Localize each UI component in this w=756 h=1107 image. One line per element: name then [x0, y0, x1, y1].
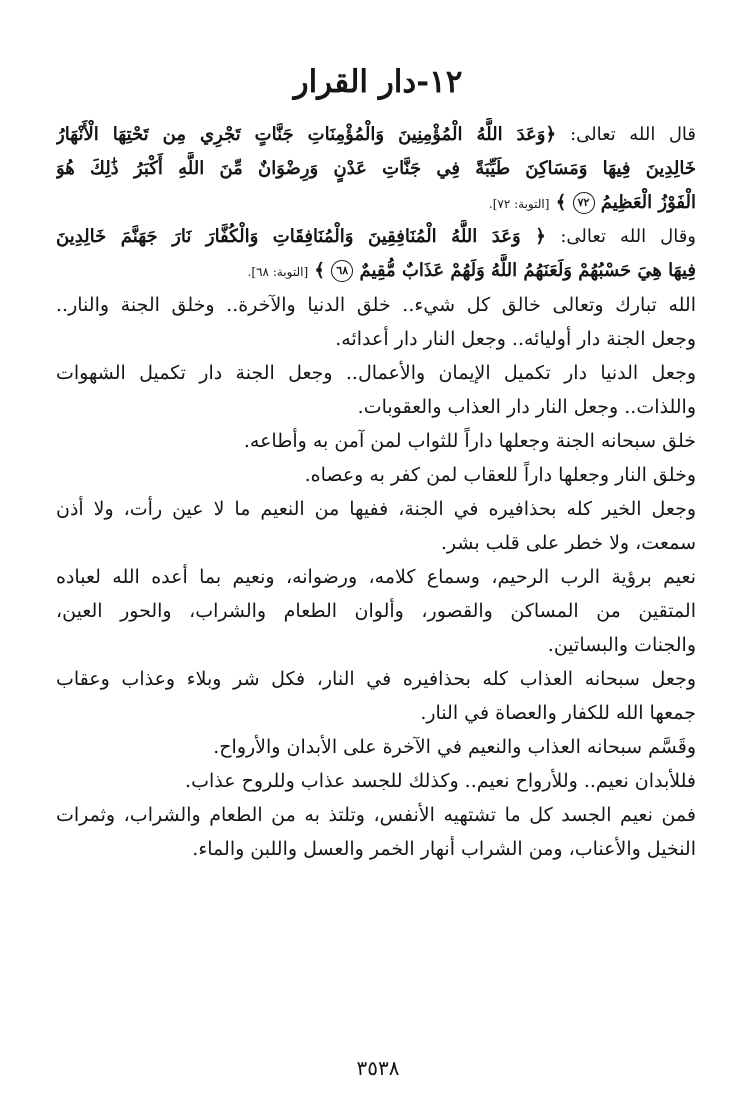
- paragraph-line: وجعل سبحانه العذاب كله بحذافيره في النار، فكل شر وبلاء وعذاب وعقاب: [56, 668, 696, 690]
- verse-2-line-2: [56, 254, 696, 288]
- paragraph-line: وقَسَّم سبحانه العذاب والنعيم في الآخرة على الأبدان والأرواح.: [213, 736, 696, 758]
- verse-1-line-2: [56, 152, 696, 186]
- paragraph-line: واللذات.. وجعل النار دار العذاب والعقوبات.: [357, 396, 696, 418]
- verse-1-intro: قال الله تعالى:: [570, 124, 696, 145]
- paragraph-line: جمعها الله للكفار والعصاة في النار.: [420, 702, 696, 724]
- paragraph-line: فمن نعيم الجسد كل ما تشتهيه الأنفس، وتلتذ به من الطعام والشراب، وثمرات: [56, 804, 696, 826]
- verse-2-text-1: وَعَدَ اللَّهُ الْمُنَافِقِينَ وَالْمُنَافِقَاتِ وَالْكُفَّارَ نَارَ جَهَنَّمَ خَالِدِينَ: [56, 226, 521, 247]
- paragraph-line: وخلق النار وجعلها داراً للعقاب لمن كفر به وعصاه.: [304, 464, 696, 486]
- paragraph-line: الله تبارك وتعالى خالق كل شيء.. خلق الدنيا والآخرة.. وخلق الجنة والنار..: [56, 294, 696, 316]
- page-number: ٣٥٣٨: [356, 1056, 400, 1080]
- paragraph-line: وجعل الدنيا دار تكميل الإيمان والأعمال.. وجعل الجنة دار تكميل الشهوات: [56, 362, 696, 384]
- paragraph-line: المتقين من المساكن والقصور، وألوان الطعام والشراب، والحور العين،: [56, 600, 696, 622]
- paragraph-line: والجنات والبساتين.: [547, 634, 696, 656]
- chapter-title: ١٢-دار القرار: [293, 64, 463, 100]
- ayah-number-marker: ٦٨: [331, 260, 353, 282]
- paragraph-line: خلق سبحانه الجنة وجعلها داراً للثواب لمن آمن به وأطاعه.: [243, 430, 696, 452]
- verse-2-line-1: [56, 220, 696, 254]
- verse-close-bracket: ﴾: [555, 192, 567, 213]
- verse-1-text-3: الْفَوْزُ الْعَظِيمُ: [600, 192, 696, 213]
- verse-open-bracket: ﴿: [535, 226, 546, 247]
- verse-2-intro: وقال الله تعالى:: [560, 226, 696, 247]
- verse-1-reference: [التوبة: ٧٢].: [488, 197, 550, 211]
- ayah-number-marker: ٧٢: [573, 192, 595, 214]
- page-body: [56, 118, 696, 866]
- paragraph-line: فللأبدان نعيم.. وللأرواح نعيم.. وكذلك للجسد عذاب وللروح عذاب.: [185, 770, 696, 792]
- paragraph-line: النخيل والأعناب، ومن الشراب أنهار الخمر والعسل واللبن والماء.: [192, 838, 696, 860]
- paragraph-line: وجعل الجنة دار أوليائه.. وجعل النار دار أعدائه.: [335, 328, 696, 350]
- verse-close-bracket: ﴾: [314, 260, 325, 281]
- verse-1-text-1: وَعَدَ اللَّهُ الْمُؤْمِنِينَ وَالْمُؤْمِنَاتِ جَنَّاتٍ تَجْرِي مِن تَحْتِهَا الْأَنْهَارُ: [56, 124, 546, 145]
- verse-open-bracket: ﴿: [545, 124, 557, 145]
- verse-2-reference: [التوبة: ٦٨].: [247, 265, 309, 279]
- verse-2-text-2: فِيهَا هِيَ حَسْبُهُمْ وَلَعَنَهُمُ اللَّهُ وَلَهُمْ عَذَابٌ مُّقِيمٌ: [359, 260, 696, 281]
- verse-1-line-1: [56, 118, 696, 152]
- paragraph-line: نعيم برؤية الرب الرحيم، وسماع كلامه، ورضوانه، ونعيم بما أعده الله لعباده: [56, 566, 696, 588]
- verse-1-text-2: خَالِدِينَ فِيهَا وَمَسَاكِنَ طَيِّبَةً فِي جَنَّاتِ عَدْنٍ وَرِضْوَانٌ مِّنَ اللَّهِ أَكْبَرُ ذَٰلِكَ هُوَ: [56, 158, 696, 179]
- verse-1-line-3: [56, 186, 696, 220]
- paragraph-line: وجعل الخير كله بحذافيره في الجنة، ففيها من النعيم ما لا عين رأت، ولا أذن: [56, 498, 696, 520]
- paragraph-line: سمعت، ولا خطر على قلب بشر.: [440, 532, 696, 554]
